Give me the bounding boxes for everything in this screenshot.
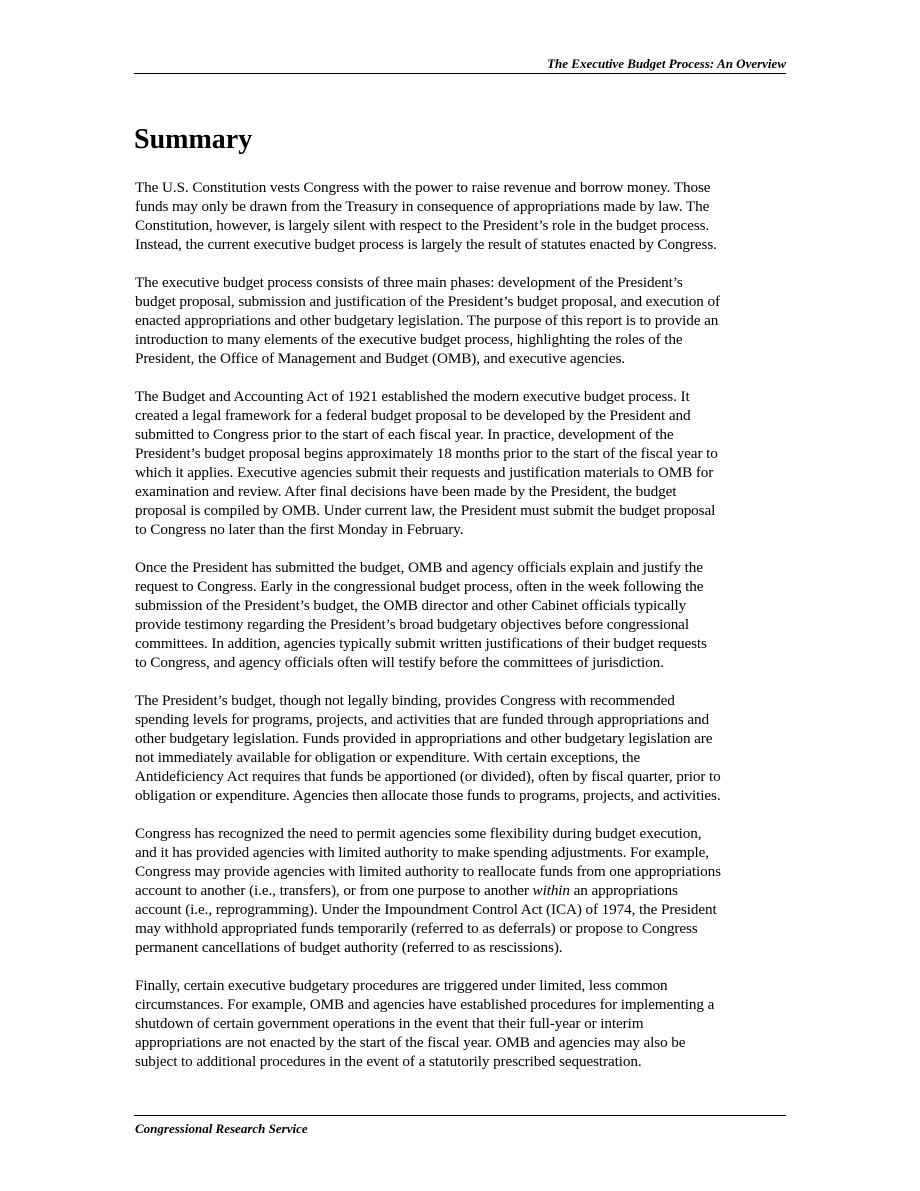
text-line: submitted to Congress prior to the start of each fiscal year. In practice, development of the (135, 426, 674, 443)
text-line: proposal is compiled by OMB. Under current law, the President must submit the budget proposal (135, 502, 716, 519)
text-line: to Congress no later than the first Monday in February. (135, 521, 464, 538)
header-rule (134, 73, 786, 74)
paragraph-4 (135, 558, 786, 672)
text-line: President’s budget proposal begins approximately 18 months prior to the start of the fiscal year to (135, 445, 718, 462)
text-line: spending levels for programs, projects, and activities that are funded through appropriations and (135, 711, 710, 728)
text-line: not immediately available for obligation or expenditure. With certain exceptions, the (135, 749, 641, 766)
text-line: which it applies. Executive agencies submit their requests and justification materials to OMB for (135, 464, 714, 481)
text-line: enacted appropriations and other budgetary legislation. The purpose of this report is to provide an (135, 312, 719, 329)
paragraph-2 (135, 273, 786, 368)
running-footer: Congressional Research Service (135, 1121, 308, 1136)
text-line: The Budget and Accounting Act of 1921 established the modern executive budget process. It (135, 388, 690, 405)
paragraph-1 (135, 178, 786, 254)
text-line: committees. In addition, agencies typically submit written justifications of their budget requests (135, 635, 707, 652)
text-line: shutdown of certain government operations in the event that their full-year or interim (135, 1015, 644, 1032)
text-line: circumstances. For example, OMB and agencies have established procedures for implementing a (135, 996, 715, 1013)
text-line: budget proposal, submission and justification of the President’s budget proposal, and execution of (135, 293, 720, 310)
emphasized-word: within (532, 882, 570, 899)
text-line: Congress may provide agencies with limited authority to reallocate funds from one appropriations (135, 863, 721, 880)
text-line: permanent cancellations of budget authority (referred to as rescissions). (135, 939, 563, 956)
paragraph-3 (135, 387, 786, 539)
text-line: request to Congress. Early in the congressional budget process, often in the week following the (135, 578, 704, 595)
text-line: Congress has recognized the need to permit agencies some flexibility during budget execution, (135, 825, 702, 842)
text-line: The President’s budget, though not legally binding, provides Congress with recommended (135, 692, 675, 709)
text-line: Once the President has submitted the budget, OMB and agency officials explain and justify the (135, 559, 703, 576)
text-line: President, the Office of Management and Budget (OMB), and executive agencies. (135, 350, 626, 367)
summary-body (135, 178, 786, 1090)
text-line: subject to additional procedures in the event of a statutorily prescribed sequestration. (135, 1053, 642, 1070)
running-header: The Executive Budget Process: An Overview (547, 56, 786, 71)
text-line: appropriations are not enacted by the start of the fiscal year. OMB and agencies may also be (135, 1034, 686, 1051)
text-line: funds may only be drawn from the Treasury in consequence of appropriations made by law. The (135, 198, 710, 215)
text-line: Instead, the current executive budget process is largely the result of statutes enacted by Congress. (135, 236, 717, 253)
text-line: Antideficiency Act requires that funds be apportioned (or divided), often by fiscal quarter, prior to (135, 768, 721, 785)
text-line: obligation or expenditure. Agencies then allocate those funds to programs, projects, and activities. (135, 787, 721, 804)
paragraph-5 (135, 691, 786, 805)
text-line: to Congress, and agency officials often will testify before the committees of jurisdiction. (135, 654, 664, 671)
section-title: Summary (134, 124, 253, 155)
text-segment: an appropriations (569, 882, 678, 899)
text-line: Finally, certain executive budgetary procedures are triggered under limited, less common (135, 977, 668, 994)
paragraph-6 (135, 824, 786, 957)
text-line: and it has provided agencies with limited authority to make spending adjustments. For example, (135, 844, 709, 861)
paragraph-7 (135, 976, 786, 1071)
text-line: The executive budget process consists of three main phases: development of the President’s (135, 274, 683, 291)
text-line: may withhold appropriated funds temporarily (referred to as deferrals) or propose to Congress (135, 920, 698, 937)
text-line: account (i.e., reprogramming). Under the Impoundment Control Act (ICA) of 1974, the President (135, 901, 717, 918)
text-line: introduction to many elements of the executive budget process, highlighting the roles of the (135, 331, 683, 348)
text-line: provide testimony regarding the President’s broad budgetary objectives before congressional (135, 616, 689, 633)
text-line: other budgetary legislation. Funds provided in appropriations and other budgetary legislation are (135, 730, 713, 747)
footer-rule (134, 1115, 786, 1116)
text-line: The U.S. Constitution vests Congress with the power to raise revenue and borrow money. Those (135, 179, 711, 196)
text-line-with-emphasis (135, 881, 786, 900)
text-line: examination and review. After final decisions have been made by the President, the budget (135, 483, 677, 500)
text-line: created a legal framework for a federal budget proposal to be developed by the President and (135, 407, 691, 424)
text-segment: account to another (i.e., transfers), or from one purpose to another (135, 882, 529, 899)
text-line: Constitution, however, is largely silent with respect to the President’s role in the budget process. (135, 217, 710, 234)
text-line: submission of the President’s budget, the OMB director and other Cabinet officials typically (135, 597, 687, 614)
